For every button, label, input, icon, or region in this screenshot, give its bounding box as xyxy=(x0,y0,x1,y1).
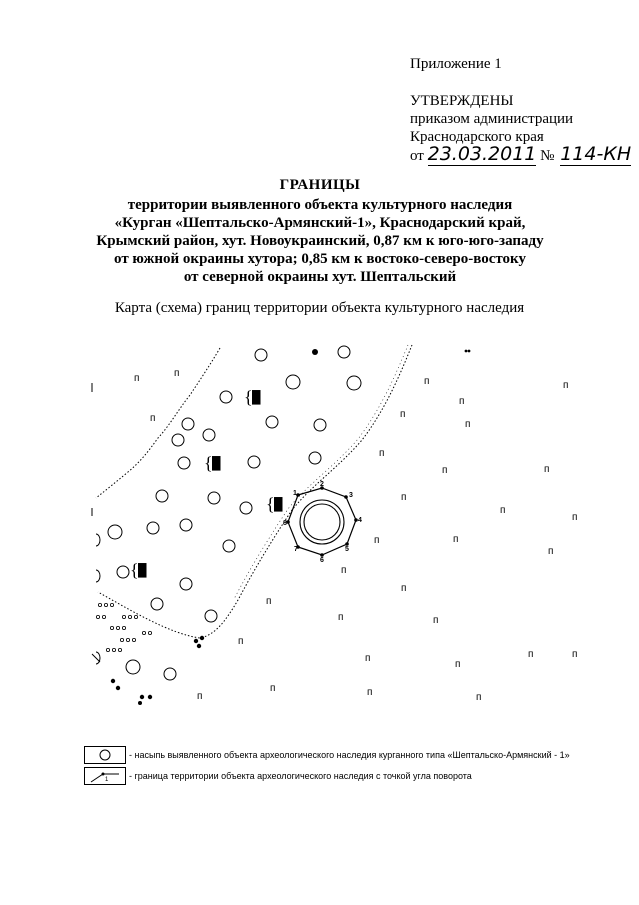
meadow-marker: п xyxy=(365,653,371,664)
meadow-marker: п xyxy=(459,396,465,407)
meadow-marker: п xyxy=(379,448,385,459)
svg-text:█: █ xyxy=(274,497,283,511)
boundary-symbol-icon xyxy=(85,768,125,784)
meadow-marker: п xyxy=(270,683,276,694)
title-heading: ГРАНИЦЫ xyxy=(279,177,361,193)
meadow-marker: п xyxy=(453,534,459,545)
meadow-marker: п xyxy=(238,636,244,647)
svg-text:{: { xyxy=(266,494,275,514)
vertex-label-2: 2 xyxy=(320,481,324,488)
title-line-4: от южной окраины хутора; 0,85 км к востоко-северо-востоку xyxy=(114,251,526,267)
vertex-label-8: 8 xyxy=(283,520,287,527)
map-caption: Карта (схема) границ территории объекта культурного наследия xyxy=(114,300,525,316)
appendix-label: Приложение 1 xyxy=(410,56,502,72)
meadow-marker: п xyxy=(341,565,347,576)
meadow-marker: п xyxy=(476,692,482,703)
meadow-marker: п xyxy=(374,535,380,546)
shrub-clusters xyxy=(96,603,151,651)
document-title xyxy=(80,176,560,286)
meadow-marker: п xyxy=(500,505,506,516)
title-line-3: Крымский район, хут. Новоукраинский, 0,87 км к юго-юго-западу xyxy=(96,233,544,249)
number-sign: № xyxy=(540,148,555,164)
handwritten-date: 23.03.2011 xyxy=(427,143,537,165)
meadow-marker: п xyxy=(528,649,534,660)
vertex-label-7: 7 xyxy=(294,546,298,553)
boundary-map xyxy=(0,338,639,718)
svg-text:█: █ xyxy=(252,390,261,404)
kurgan-mound-outer xyxy=(300,500,344,544)
legend-text-mound: - насыпь выявленного объекта археологического наследия курганного типа «Шептальско-Армянский - 1» xyxy=(129,750,570,760)
meadow-marker: п xyxy=(572,649,578,660)
date-prefix: от xyxy=(410,148,424,164)
vertex-label-6: 6 xyxy=(320,557,324,564)
meadow-marker: п xyxy=(266,596,272,607)
vertex-labels xyxy=(283,481,362,564)
approved-line-2: приказом администрации xyxy=(410,111,574,127)
meadow-marker: п xyxy=(367,687,373,698)
approval-block xyxy=(410,92,631,165)
svg-text:{: { xyxy=(204,453,213,473)
vertex-label-4: 4 xyxy=(358,517,362,524)
svg-text:█: █ xyxy=(138,563,147,577)
meadow-marker: п xyxy=(548,546,554,557)
mound-symbol-icon xyxy=(85,747,125,763)
legend-swatch-mound xyxy=(84,746,126,764)
meadow-marker: п xyxy=(455,659,461,670)
meadow-marker: п xyxy=(401,583,407,594)
meadow-marker: п xyxy=(197,691,203,702)
vertex-label-1: 1 xyxy=(293,490,297,497)
order-date-number xyxy=(410,143,632,165)
vertex-label-5: 5 xyxy=(345,546,349,553)
title-line-2: «Курган «Шептальско-Армянский-1», Краснодарский край, xyxy=(114,215,526,231)
meadow-marker: п xyxy=(572,512,578,523)
title-line-1: территории выявленного объекта культурного наследия xyxy=(127,197,513,213)
meadow-marker: п xyxy=(134,373,140,384)
title-line-5: от северной окраины хут. Шептальский xyxy=(183,269,457,285)
meadow-marker: п xyxy=(150,413,156,424)
legend-item-boundary xyxy=(84,767,472,785)
tree-symbols xyxy=(96,346,361,680)
legend-swatch-boundary xyxy=(84,767,126,785)
meadow-marker: п xyxy=(424,376,430,387)
vertex-label-3: 3 xyxy=(349,492,353,499)
svg-text:{: { xyxy=(244,387,253,407)
meadow-marker: п xyxy=(563,380,569,391)
forest-edge-line xyxy=(96,348,220,498)
meadow-marker: п xyxy=(400,409,406,420)
meadow-marker: п xyxy=(401,492,407,503)
approved-line-3: Краснодарского края xyxy=(410,129,544,145)
meadow-marker: п xyxy=(442,465,448,476)
legend-text-boundary: - граница территории объекта археологического наследия с точкой угла поворота xyxy=(129,771,472,781)
meadow-marker: п xyxy=(433,615,439,626)
legend-item-mound xyxy=(84,746,570,764)
svg-text:█: █ xyxy=(212,456,221,470)
meadow-marker: п xyxy=(465,419,471,430)
road-line xyxy=(98,345,412,638)
handwritten-number: 114-КН xyxy=(560,143,632,165)
svg-text:{: { xyxy=(130,560,139,580)
kurgan-mound-inner xyxy=(304,504,340,540)
meadow-marker: п xyxy=(174,368,180,379)
svg-text:1: 1 xyxy=(105,777,109,783)
meadow-marker: п xyxy=(338,612,344,623)
approved-line-1: УТВЕРЖДЕНЫ xyxy=(410,93,514,109)
meadow-marker: п xyxy=(544,464,550,475)
